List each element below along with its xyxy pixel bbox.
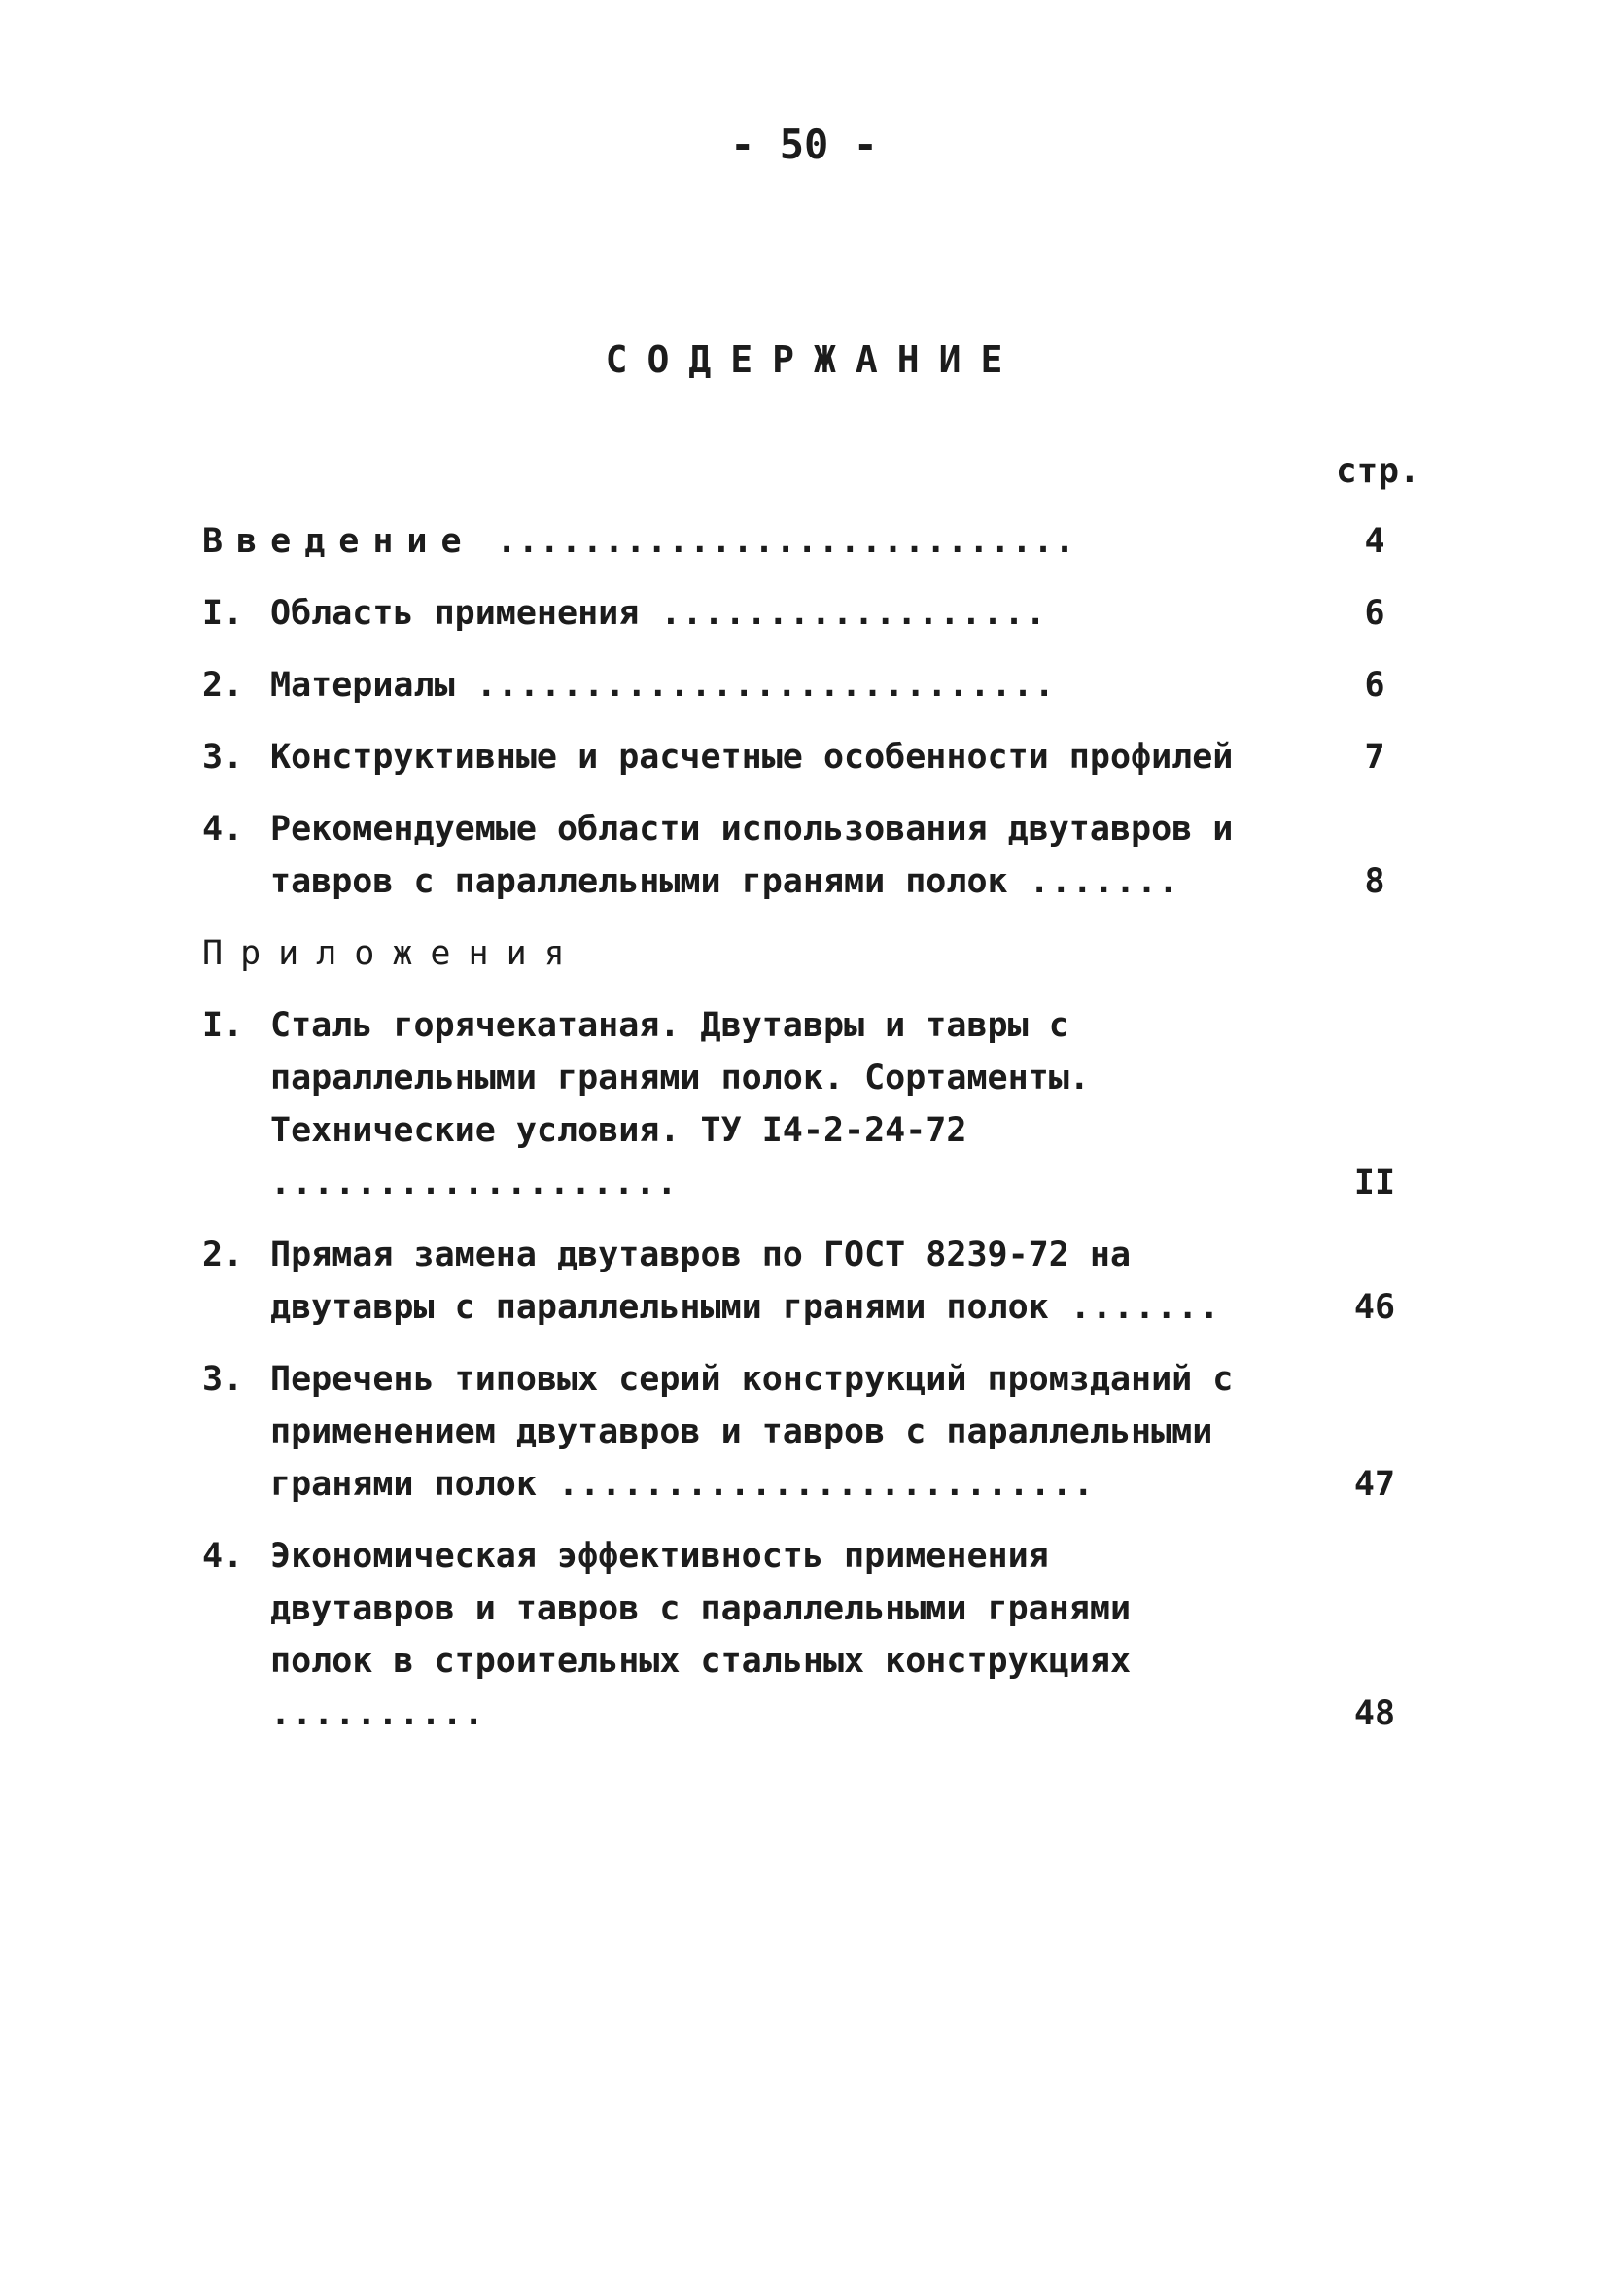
toc-entry-text: Введение bbox=[202, 522, 475, 561]
toc-entry-number: 2. bbox=[202, 1235, 244, 1274]
toc-entry-intro bbox=[202, 515, 1417, 568]
toc-entry-page: 6 bbox=[1364, 594, 1385, 633]
toc-entry-text: Конструктивные и расчетные особенности профилей bbox=[270, 738, 1234, 777]
toc-entry-section-1 bbox=[202, 587, 1417, 640]
toc-leader-dots: ........................... bbox=[474, 522, 1076, 561]
toc-entry-page: 7 bbox=[1364, 738, 1385, 777]
toc-entry-page: 48 bbox=[1353, 1694, 1396, 1733]
toc-entry-number: 4. bbox=[202, 810, 244, 849]
toc-leader-dots: .......... bbox=[270, 1694, 485, 1733]
page-column-header: стр. bbox=[1336, 451, 1420, 491]
toc-entry-text: Прямая замена двутавров по ГОСТ 8239-72 на двутавры с параллельными гранями полок bbox=[270, 1235, 1132, 1327]
toc-entry-number: 2. bbox=[202, 666, 244, 705]
toc-entry-section-2 bbox=[202, 659, 1417, 712]
toc-entry-text: Область применения bbox=[270, 594, 640, 633]
appendix-heading: Приложения bbox=[202, 934, 582, 973]
toc-leader-dots: ....... bbox=[1048, 1288, 1221, 1327]
toc-entry-appendix-1 bbox=[202, 999, 1417, 1209]
toc-leader-dots: ........................... bbox=[454, 666, 1056, 705]
toc-entry-text: Материалы bbox=[270, 666, 455, 705]
toc-entry-section-4 bbox=[202, 803, 1417, 908]
toc-entry-page: 46 bbox=[1353, 1288, 1396, 1327]
toc-entry-appendix-2 bbox=[202, 1229, 1417, 1334]
toc-entry-text: Рекомендуемые области использования двутавров и тавров с параллельными гранями полок bbox=[270, 810, 1234, 901]
toc-entry-page: 47 bbox=[1353, 1465, 1396, 1504]
toc-entry-page: II bbox=[1353, 1164, 1396, 1202]
toc-entry-page: 6 bbox=[1364, 666, 1385, 705]
toc-entry-text: Перечень типовых серий конструкций промзданий с применением двутавров и тавров с параллельными гранями полок bbox=[270, 1360, 1234, 1504]
toc-entry-section-3 bbox=[202, 731, 1417, 783]
toc-entry-number: 3. bbox=[202, 1360, 244, 1399]
toc-entry-text: Экономическая эффективность применения двутавров и тавров с параллельными гранями полок в строительных стальных конструкциях bbox=[270, 1537, 1132, 1681]
toc-entry-appendix-3 bbox=[202, 1353, 1417, 1511]
toc-leader-dots: ......................... bbox=[536, 1465, 1095, 1504]
toc-leader-dots: .................. bbox=[639, 594, 1047, 633]
toc-entry-page: 4 bbox=[1364, 522, 1385, 561]
toc-leader-dots: ................... bbox=[270, 1164, 679, 1202]
page-title: СОДЕРЖАНИЕ bbox=[605, 338, 1023, 381]
toc-entry-text: Сталь горячекатаная. Двутавры и тавры с параллельными гранями полок. Сортаменты. Технические условия. ТУ I4-2-24-72 bbox=[270, 1006, 1090, 1150]
page-number: - 50 - bbox=[730, 121, 878, 168]
table-of-contents bbox=[202, 515, 1417, 1759]
toc-entry-appendix-4 bbox=[202, 1530, 1417, 1740]
toc-entry-number: 4. bbox=[202, 1537, 244, 1576]
toc-entry-number: 3. bbox=[202, 738, 244, 777]
toc-entry-number: I. bbox=[202, 1006, 244, 1045]
toc-entry-number: I. bbox=[202, 594, 244, 633]
toc-entry-page: 8 bbox=[1364, 862, 1385, 901]
toc-leader-dots: ....... bbox=[1007, 862, 1180, 901]
